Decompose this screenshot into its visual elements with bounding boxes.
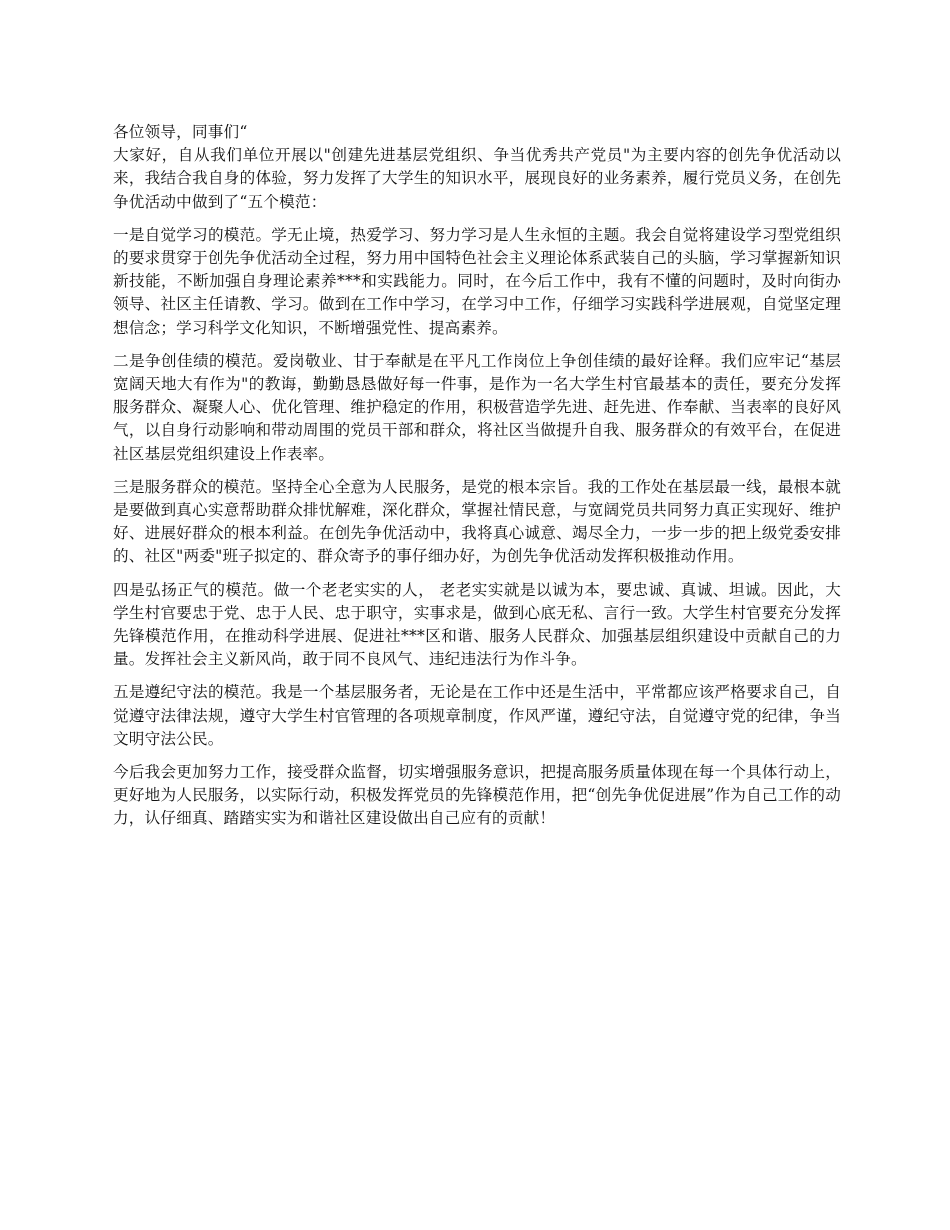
paragraph-integrity-model: 四是弘扬正气的模范。做一个老老实实的人， 老老实实就是以诚为本，要忠诚、真诚、坦诚。因此，大学生村官要忠于党、忠于人民、忠于职守，实事求是，做到心底无私、言行一致。大学生村官要充分发挥先锋模范作用，在推动科学进展、促进社***区和谐、服务人民群众、加强基层组织建设中贡献自己的力量。发挥社会主义新风尚，敢于同不良风气、违纪违法行为作斗争。 [113,580,841,669]
paragraph-intro: 大家好，自从我们单位开展以"创建先进基层党组织、争当优秀共产党员"为主要内容的创先争优活动以来，我结合我自身的体验，努力发挥了大学生的知识水平，展现良好的业务素养，履行党员义务，在创先争优活动中做到了“五个模范： [113,146,841,211]
paragraph-law-model: 五是遵纪守法的模范。我是一个基层服务者，无论是在工作中还是生活中，平常都应该严格要求自己，自觉遵守法律法规，遵守大学生村官管理的各项规章制度，作风严谨，遵纪守法，自觉遵守党的纪律，争当文明守法公民。 [113,683,841,748]
paragraph-conclusion: 今后我会更加努力工作，接受群众监督，切实增强服务意识，把提高服务质量体现在每一个具体行动上，更好地为人民服务，以实际行动，积极发挥党员的先锋模范作用，把“创先争优促进展”作为自己工作的动力，认仔细真、踏踏实实为和谐社区建设做出自己应有的贡献！ [113,763,841,828]
paragraph-achievement-model: 二是争创佳绩的模范。爱岗敬业、甘于奉献是在平凡工作岗位上争创佳绩的最好诠释。我们应牢记“基层宽阔天地大有作为"的教诲，勤勤恳恳做好每一件事，是作为一名大学生村官最基本的责任，要充分发挥服务群众、凝聚人心、优化管理、维护稳定的作用，积极营造学先进、赶先进、作奉献、当表率的良好风气，以自身行动影响和带动周围的党员干部和群众，将社区当做提升自我、服务群众的有效平台，在促进社区基层党组织建设上作表率。 [113,351,841,463]
paragraph-service-model: 三是服务群众的模范。坚持全心全意为人民服务，是党的根本宗旨。我的工作处在基层最一线，最根本就是要做到真心实意帮助群众排忧解难，深化群众，掌握社情民意，与宽阔党员共同努力真正实现好、维护好、进展好群众的根本利益。在创先争优活动中，我将真心诚意、竭尽全力，一步一步的把上级党委安排的、社区"两委"班子拟定的、群众寄予的事仔细办好，为创先争优活动发挥积极推动作用。 [113,477,841,566]
document-body [113,121,841,841]
greeting-line: 各位领导，同事们“ [113,123,248,141]
paragraph-study-model: 一是自觉学习的模范。学无止境，热爱学习、努力学习是人生永恒的主题。我会自觉将建设学习型党组织的要求贯穿于创先争优活动全过程，努力用中国特色社会主义理论体系武装自己的头脑，学习掌握新知识新技能，不断加强自身理论素养***和实践能力。同时，在今后工作中，我有不懂的问题时，及时向街办领导、社区主任请教、学习。做到在工作中学习，在学习中工作，仔细学习实践科学进展观，自觉坚定理想信念；学习科学文化知识，不断增强党性、提高素养。 [113,225,841,337]
